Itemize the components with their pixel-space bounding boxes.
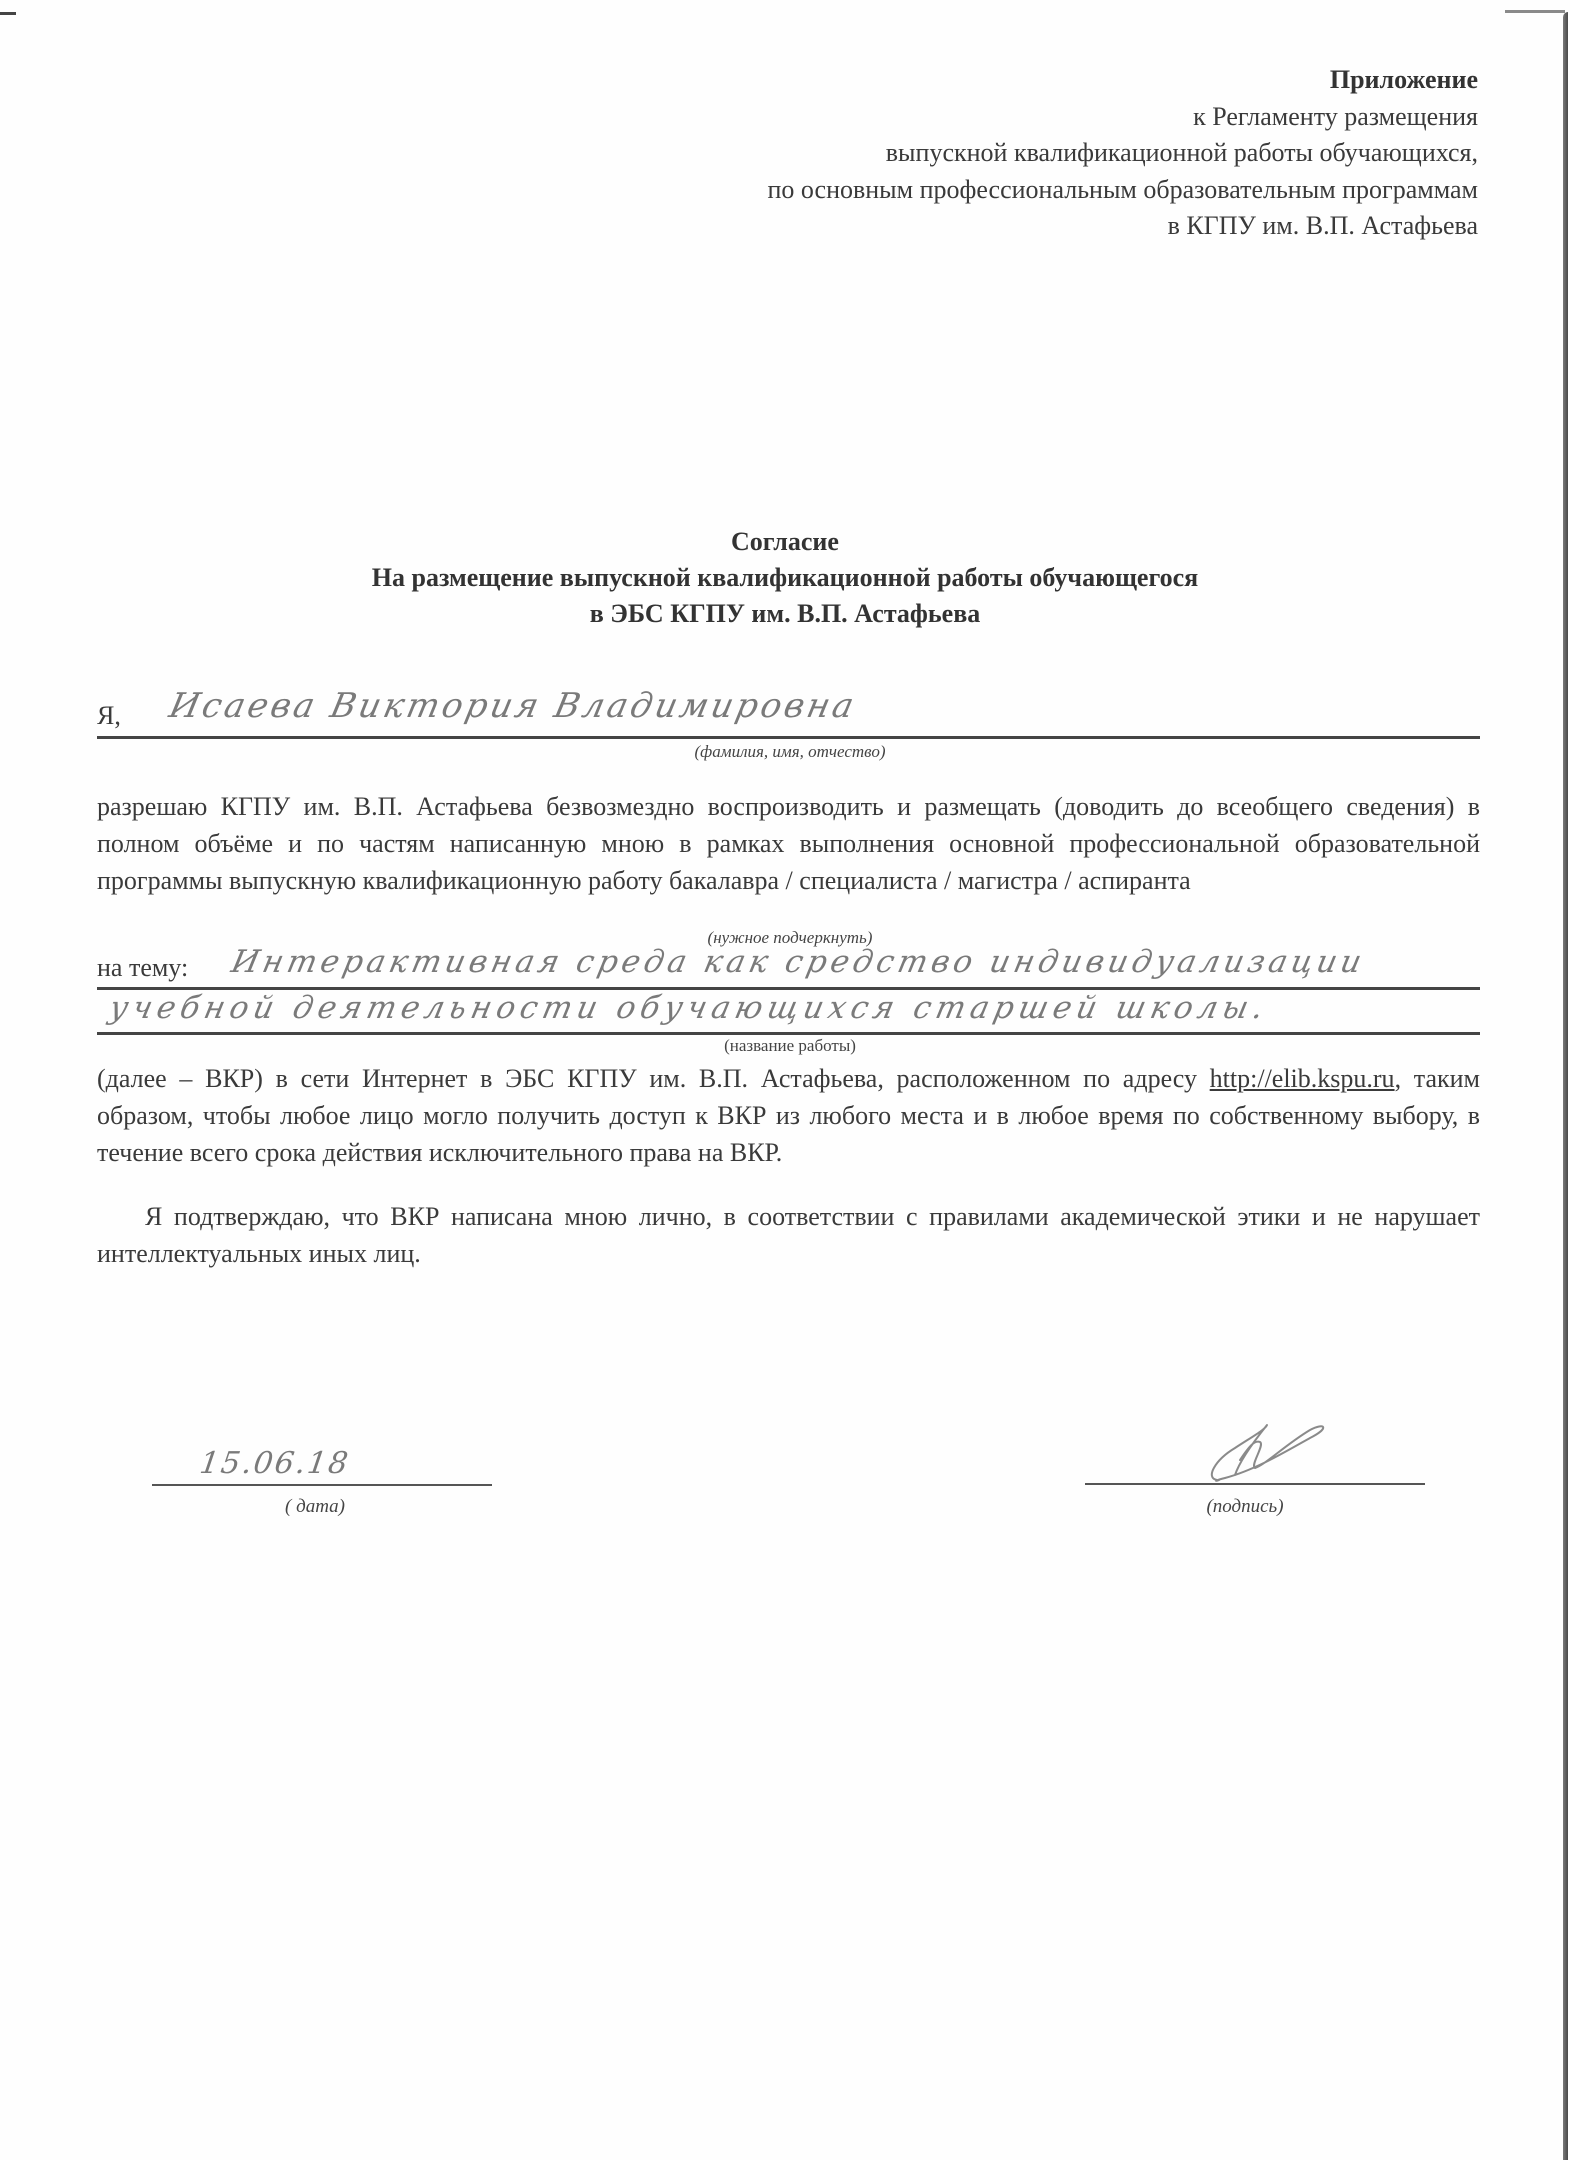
name-caption: (фамилия, имя, отчество) (694, 742, 886, 761)
appendix-header (767, 62, 1478, 245)
confirmation-text: Я подтверждаю, что ВКР написана мною лично, в соответствии с правилами академической этики и не нарушает интеллектуальных иных лиц. (97, 1202, 1480, 1268)
consent-title-line3: в ЭБС КГПУ им. В.П. Астафьева (589, 599, 981, 628)
appendix-title: Приложение (1329, 65, 1478, 94)
name-prefix: Я, (97, 701, 121, 730)
appendix-line: в КГПУ им. В.П. Астафьева (1167, 211, 1478, 240)
topic-prefix: на тему: (97, 953, 189, 982)
scan-mark (0, 12, 16, 15)
confirmation-paragraph (97, 1198, 1480, 1272)
appendix-line: по основным профессиональным образовательным программам (767, 174, 1478, 204)
topic-caption: (название работы) (724, 1036, 856, 1055)
elib-link[interactable]: http://elib.kspu.ru (1209, 1064, 1395, 1093)
permission-paragraph (97, 788, 1480, 899)
name-underline (97, 736, 1480, 739)
topic-underline-2 (97, 1032, 1480, 1035)
permission-text: разрешаю КГПУ им. В.П. Астафьева безвозмездно воспроизводить и размещать (доводить до всеобщего сведения) в полном объёме и по частям написанную мною в рамках выполнения основной профессиональной образовательной программы выпускную квалификационную работу бакалавра / специалиста / магистра / аспиранта (97, 792, 1480, 895)
publication-text-after: , таким образом, чтобы любое лицо могло получить доступ к ВКР из любого места и в любое время по собственному выбору, в течение всего срока действия исключительного права на ВКР. (97, 1064, 1480, 1167)
signature-scribble-icon (1195, 1420, 1345, 1490)
date-handwritten-value[interactable]: 15.06.18 (197, 1446, 353, 1481)
appendix-line: к Регламенту размещения (1193, 101, 1478, 131)
topic-handwritten-line1[interactable]: Интерактивная среда как средство индивидуализации (228, 944, 1369, 980)
degree-caption: (нужное подчеркнуть) (707, 928, 873, 947)
consent-title-line2: На размещение выпускной квалификационной работы обучающегося (371, 563, 1199, 592)
publication-paragraph (97, 1060, 1480, 1171)
consent-title-line1: Согласие (731, 527, 839, 556)
date-caption: ( дата) (285, 1496, 345, 1517)
date-underline (152, 1484, 492, 1486)
scan-edge-right (1563, 12, 1568, 2160)
consent-title (0, 524, 1570, 632)
topic-handwritten-line2[interactable]: учебной деятельности обучающихся старшей школы. (106, 990, 1272, 1026)
signature-underline (1085, 1483, 1425, 1485)
appendix-line: выпускной квалификационной работы обучающихся, (885, 138, 1478, 167)
name-handwritten-value[interactable]: Исаева Виктория Владимировна (165, 686, 861, 726)
scan-edge-top (1505, 10, 1565, 13)
publication-text-before: (далее – ВКР) в сети Интернет в ЭБС КГПУ им. В.П. Астафьева, расположенном по адресу (97, 1064, 1210, 1093)
signature-caption: (подпись) (1206, 1496, 1284, 1517)
